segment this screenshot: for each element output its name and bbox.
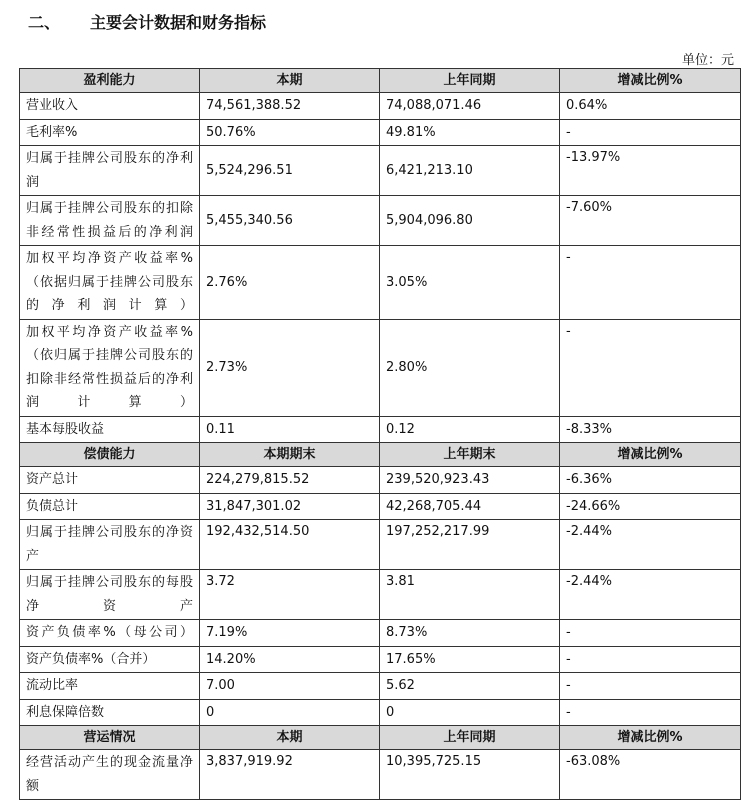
table-row <box>20 673 741 700</box>
row-label: 负债总计 <box>20 493 200 520</box>
change-value: - <box>560 646 741 673</box>
change-value: -13.97% <box>560 146 741 196</box>
table-row <box>20 467 741 494</box>
row-label: 资产负债率%（合并） <box>20 646 200 673</box>
current-value: 31,847,301.02 <box>200 493 380 520</box>
current-value: 7.00 <box>200 673 380 700</box>
financial-indicators-table <box>19 68 741 800</box>
change-value: - <box>560 699 741 726</box>
current-value: 192,432,514.50 <box>200 520 380 570</box>
change-value: - <box>560 246 741 320</box>
unit-label: 单位：元 <box>681 53 734 68</box>
header-cell: 本期 <box>200 726 380 750</box>
previous-value: 74,088,071.46 <box>380 93 560 120</box>
header-cell: 增减比例% <box>560 726 741 750</box>
change-value: -6.36% <box>560 467 741 494</box>
current-value: 3.72 <box>200 570 380 620</box>
row-label: 归属于挂牌公司股东的净利润 <box>20 146 200 196</box>
table-row <box>20 699 741 726</box>
previous-value: 10,395,725.15 <box>380 750 560 800</box>
header-cell: 本期 <box>200 69 380 93</box>
row-label: 利息保障倍数 <box>20 699 200 726</box>
header-cell: 上年期末 <box>380 443 560 467</box>
current-value: 7.19% <box>200 620 380 647</box>
previous-value: 5,904,096.80 <box>380 196 560 246</box>
table-row <box>20 646 741 673</box>
change-value: -24.66% <box>560 493 741 520</box>
table-row <box>20 416 741 443</box>
section-number: 二、 <box>28 13 61 32</box>
previous-value: 197,252,217.99 <box>380 520 560 570</box>
row-label: 归属于挂牌公司股东的净资产 <box>20 520 200 570</box>
row-label: 资产负债率%（母公司） <box>20 620 200 647</box>
change-value: -8.33% <box>560 416 741 443</box>
table-row <box>20 196 741 246</box>
header-cell: 增减比例% <box>560 443 741 467</box>
change-value: -7.60% <box>560 196 741 246</box>
current-value: 50.76% <box>200 119 380 146</box>
table-header-row <box>20 69 741 93</box>
current-value: 0.11 <box>200 416 380 443</box>
header-cell: 营运情况 <box>20 726 200 750</box>
previous-value: 17.65% <box>380 646 560 673</box>
table-row <box>20 93 741 120</box>
previous-value: 3.05% <box>380 246 560 320</box>
row-label: 营业收入 <box>20 93 200 120</box>
row-label: 流动比率 <box>20 673 200 700</box>
table-row <box>20 570 741 620</box>
current-value: 2.73% <box>200 319 380 416</box>
previous-value: 239,520,923.43 <box>380 467 560 494</box>
current-value: 2.76% <box>200 246 380 320</box>
change-value: -63.08% <box>560 750 741 800</box>
change-value: -2.44% <box>560 520 741 570</box>
table-row <box>20 319 741 416</box>
row-label: 加权平均净资产收益率%（依归属于挂牌公司股东的扣除非经常性损益后的净利润计算） <box>20 319 200 416</box>
change-value: -2.44% <box>560 570 741 620</box>
header-cell: 增减比例% <box>560 69 741 93</box>
current-value: 3,837,919.92 <box>200 750 380 800</box>
change-value: - <box>560 673 741 700</box>
previous-value: 42,268,705.44 <box>380 493 560 520</box>
table-header-row <box>20 443 741 467</box>
previous-value: 5.62 <box>380 673 560 700</box>
table-row <box>20 520 741 570</box>
table-header-row <box>20 726 741 750</box>
change-value: - <box>560 620 741 647</box>
change-value: - <box>560 119 741 146</box>
change-value: - <box>560 319 741 416</box>
header-cell: 上年同期 <box>380 69 560 93</box>
table-row <box>20 750 741 800</box>
current-value: 5,524,296.51 <box>200 146 380 196</box>
previous-value: 8.73% <box>380 620 560 647</box>
table-row <box>20 493 741 520</box>
table-row <box>20 246 741 320</box>
header-cell: 偿债能力 <box>20 443 200 467</box>
current-value: 224,279,815.52 <box>200 467 380 494</box>
previous-value: 3.81 <box>380 570 560 620</box>
row-label: 毛利率% <box>20 119 200 146</box>
header-cell: 盈利能力 <box>20 69 200 93</box>
row-label: 资产总计 <box>20 467 200 494</box>
row-label: 经营活动产生的现金流量净额 <box>20 750 200 800</box>
previous-value: 0.12 <box>380 416 560 443</box>
current-value: 14.20% <box>200 646 380 673</box>
header-cell: 上年同期 <box>380 726 560 750</box>
change-value: 0.64% <box>560 93 741 120</box>
row-label: 加权平均净资产收益率%（依据归属于挂牌公司股东的净利润计算） <box>20 246 200 320</box>
current-value: 74,561,388.52 <box>200 93 380 120</box>
table-row <box>20 146 741 196</box>
previous-value: 6,421,213.10 <box>380 146 560 196</box>
row-label: 归属于挂牌公司股东的每股净资产 <box>20 570 200 620</box>
previous-value: 0 <box>380 699 560 726</box>
header-cell: 本期期末 <box>200 443 380 467</box>
current-value: 5,455,340.56 <box>200 196 380 246</box>
previous-value: 2.80% <box>380 319 560 416</box>
section-title: 主要会计数据和财务指标 <box>90 13 267 32</box>
current-value: 0 <box>200 699 380 726</box>
row-label: 基本每股收益 <box>20 416 200 443</box>
previous-value: 49.81% <box>380 119 560 146</box>
table-row <box>20 119 741 146</box>
row-label: 归属于挂牌公司股东的扣除非经常性损益后的净利润 <box>20 196 200 246</box>
section-heading <box>28 10 266 33</box>
table-row <box>20 620 741 647</box>
